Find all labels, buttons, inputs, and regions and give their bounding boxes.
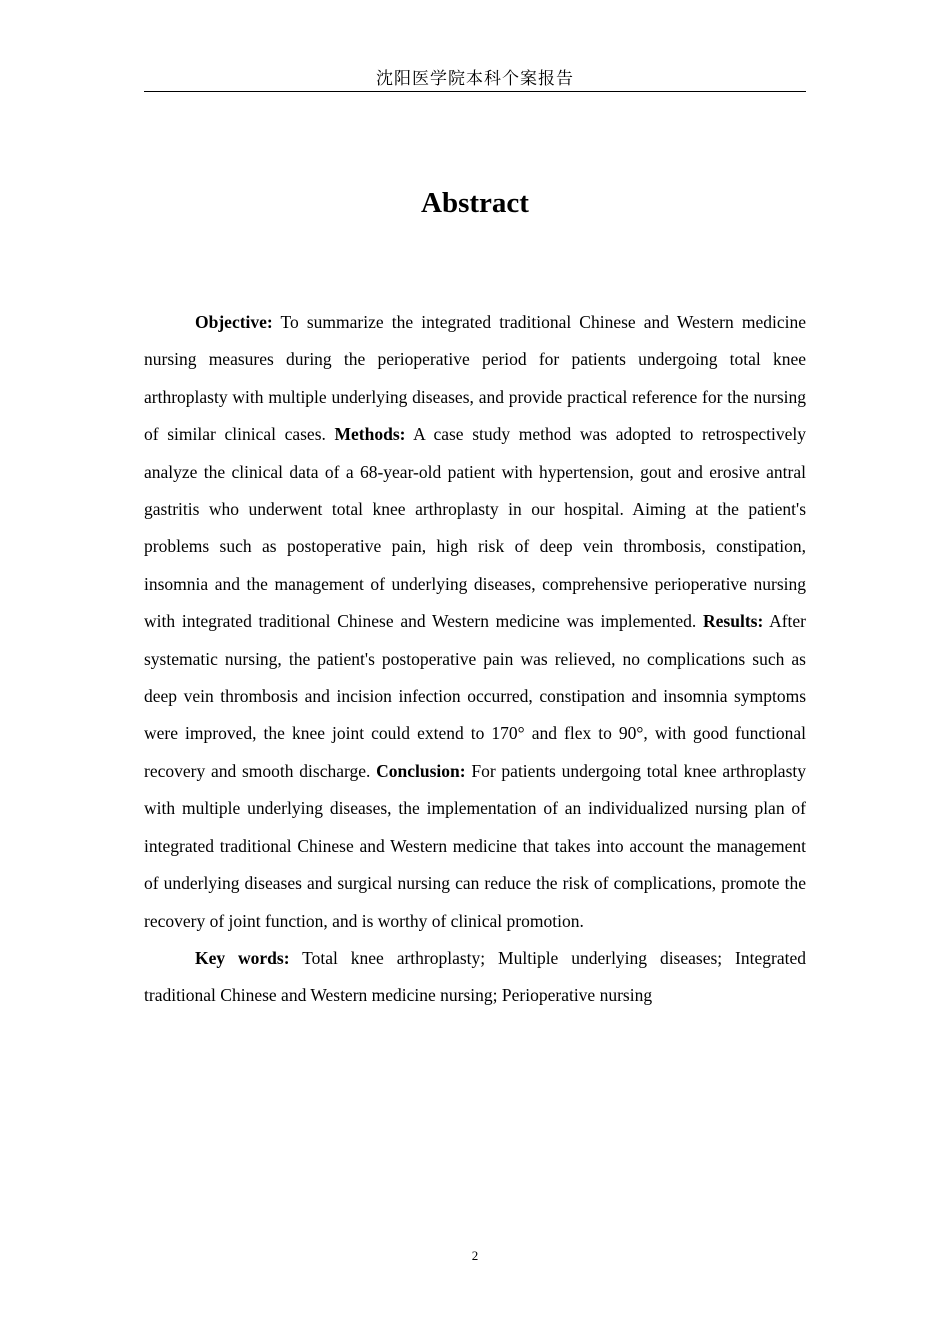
methods-text: A case study method was adopted to retrospectively analyze the clinical data of a 68-year-old patient with hypertension, gout and erosive antral gastritis who underwent total knee arthroplasty in our hospital. Aiming at the patient's problems such as postoperative pain, high risk of deep vein thrombosis, constipation, insomnia and the management of underlying diseases, comprehensive perioperative nursing with integrated traditional Chinese and Western medicine was implemented. — [144, 424, 806, 632]
results-label: Results: — [703, 611, 764, 632]
abstract-paragraph — [144, 304, 806, 940]
objective-label: Objective: — [195, 312, 273, 332]
page-number: 2 — [471, 1248, 479, 1263]
abstract-body — [144, 304, 806, 1015]
running-header: 沈阳医学院本科个案报告 — [376, 69, 574, 89]
header-rule — [144, 91, 806, 92]
keywords-paragraph — [144, 940, 806, 1015]
keywords-label: Key words: — [195, 947, 290, 968]
abstract-title: Abstract — [421, 187, 529, 219]
methods-label: Methods: — [334, 424, 406, 445]
objective-text: To summarize the integrated traditional Chinese and Western medicine nursing measures during the perioperative period for patients undergoing total knee arthroplasty with multiple underlying diseases, and provide practical reference for the nursing of similar clinical cases. — [144, 312, 806, 445]
results-text: After systematic nursing, the patient's postoperative pain was relieved, no complications such as deep vein thrombosis and incision infection occurred, constipation and insomnia symptoms were improved, the knee joint could extend to 170° and flex to 90°, with good functional recovery and smooth discharge. — [144, 611, 806, 781]
conclusion-text: For patients undergoing total knee arthroplasty with multiple underlying diseases, the implementation of an individualized nursing plan of integrated traditional Chinese and Western medicine that takes into account the management of underlying diseases and surgical nursing can reduce the risk of complications, promote the recovery of joint function, and is worthy of clinical promotion. — [144, 760, 806, 931]
keywords-text: Total knee arthroplasty; Multiple underlying diseases; Integrated traditional Chinese and Western medicine nursing; Perioperative nursing — [144, 947, 806, 1006]
conclusion-label: Conclusion: — [376, 760, 466, 781]
